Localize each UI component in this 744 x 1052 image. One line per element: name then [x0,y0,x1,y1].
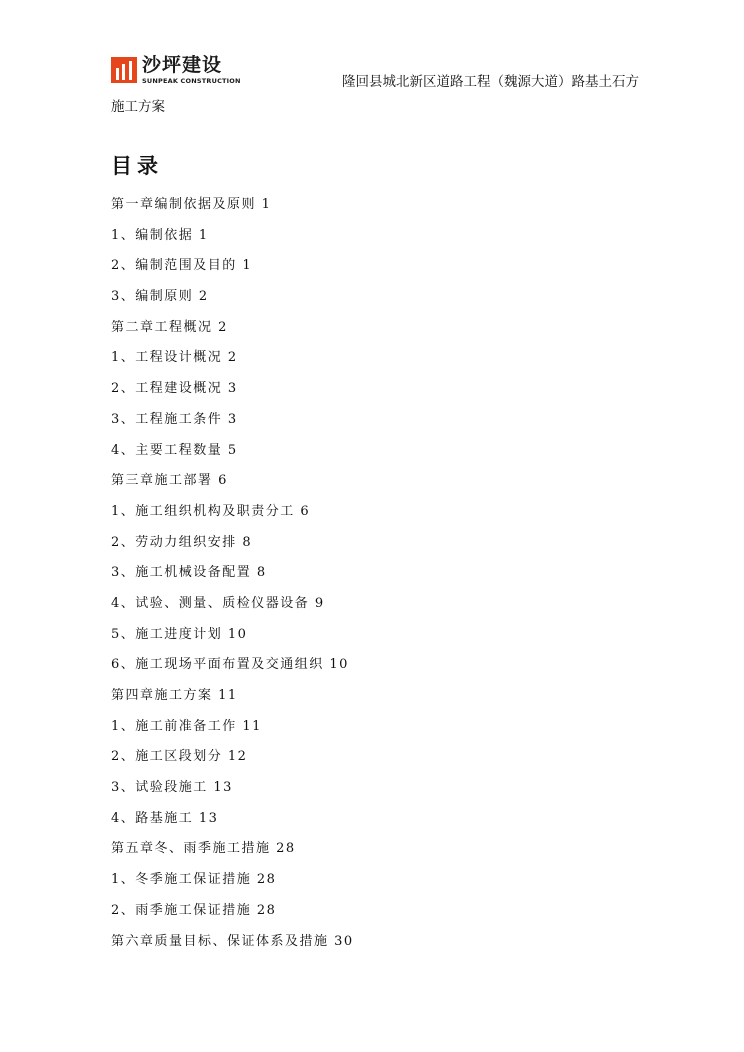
logo-chinese-name: 沙坪建设 [142,54,223,76]
toc-entry: 4、路基施工 13 [111,810,219,826]
logo-english-name: SUNPEAK CONSTRUCTION [142,77,241,85]
toc-title: 目录 [111,154,163,178]
toc-entry: 第二章工程概况 2 [111,319,228,335]
toc-entry: 1、工程设计概况 2 [111,350,238,366]
toc-entry: 第五章冬、雨季施工措施 28 [111,841,296,857]
toc-entry: 1、编制依据 1 [111,227,209,243]
toc-entry: 2、工程建设概况 3 [111,381,238,397]
toc-entry: 4、主要工程数量 5 [111,442,238,458]
toc-entry: 第一章编制依据及原则 1 [111,197,272,212]
toc-entry: 3、试验段施工 13 [111,780,233,796]
header-title-line2: 施工方案 [111,99,165,115]
toc-entry: 第三章施工部署 6 [111,473,228,489]
logo-mark-icon [111,57,137,83]
toc-entry: 5、施工进度计划 10 [111,626,248,642]
toc-entry: 2、雨季施工保证措施 28 [111,902,277,918]
toc-entry: 1、冬季施工保证措施 28 [111,872,277,888]
toc-entry: 2、施工区段划分 12 [111,749,248,765]
toc-entry: 6、施工现场平面布置及交通组织 10 [111,657,349,673]
toc-entry: 4、试验、测量、质检仪器设备 9 [111,595,325,611]
toc-entry: 第六章质量目标、保证体系及措施 30 [111,933,354,949]
header-title-line1: 隆回县城北新区道路工程（魏源大道）路基土石方 [342,74,639,90]
toc-entry: 1、施工组织机构及职责分工 6 [111,503,311,519]
toc-entry: 3、施工机械设备配置 8 [111,565,267,581]
logo-text [142,56,241,85]
toc-entry: 3、编制原则 2 [111,289,209,305]
toc-entry: 1、施工前准备工作 11 [111,718,262,734]
toc-entry: 3、工程施工条件 3 [111,411,238,427]
toc-entry: 2、编制范围及目的 1 [111,258,253,274]
toc-entry: 第四章施工方案 11 [111,688,238,703]
toc-entry: 2、劳动力组织安排 8 [111,534,253,550]
company-logo [111,56,241,85]
table-of-contents [111,194,354,961]
